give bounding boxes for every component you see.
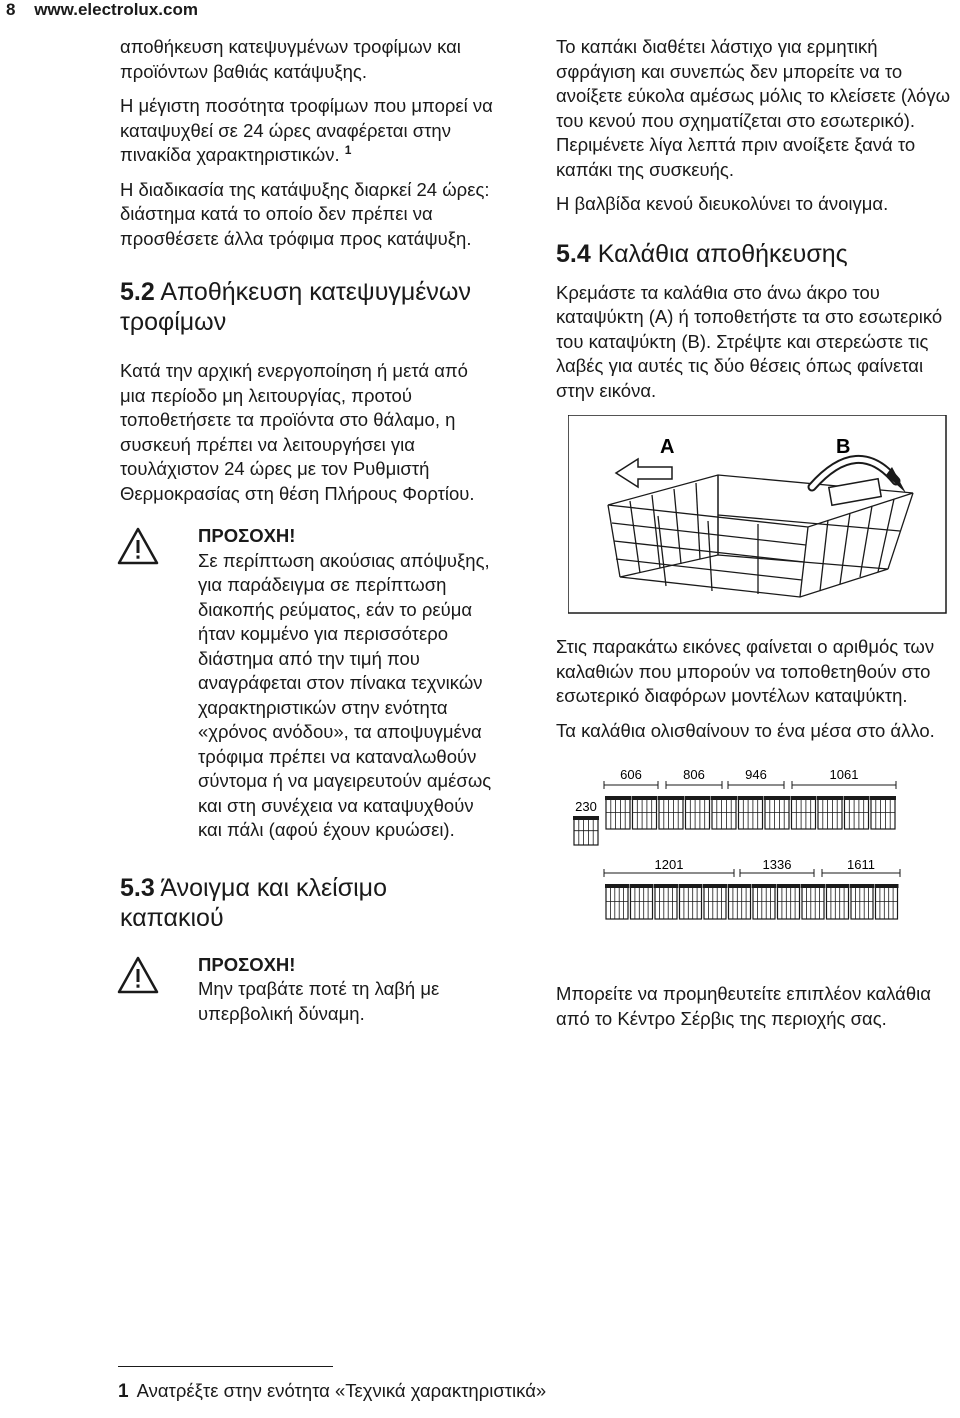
warning-text: Σε περίπτωση ακούσιας απόψυξης, για παράδειγμα σε περίπτωση διακοπής ρεύματος, εάν το ρεύμα ήταν κομμένο για περισσότερο διάστημα από την τιμή που αναγράφεται στον πίνακα τεχνικών χαρακτηριστικών στην ενότητα «χρόνος ανόδου», τα αποψυγμένα τρόφιμα πρέπει να καταναλωθούν σύντομα ή να μαγειρευτούν αμέσως και στη συνέχεια να καταψυχθούν και πάλι (αφού έχουν κρυώσει). bbox=[198, 549, 492, 840]
warning-title: ΠΡΟΣΟΧΗ! bbox=[198, 953, 296, 975]
label-806: 806 bbox=[683, 767, 705, 782]
paragraph: Η διαδικασία της κατάψυξης διαρκεί 24 ώρες: διάστημα κατά το οποίο δεν πρέπει να προσθέσετε άλλα τρόφιμα προς κατάψυξη. bbox=[120, 178, 490, 249]
paragraph-text: Η μέγιστη ποσότητα τροφίμων που μπορεί να καταψυχθεί σε 24 ώρες αναφέρεται στην πινακίδα χαρακτηριστικών. bbox=[120, 95, 493, 165]
warning-text: Μην τραβάτε ποτέ τη λαβή με υπερβολική δύναμη. bbox=[198, 978, 440, 1024]
basket bbox=[630, 884, 654, 919]
basket bbox=[728, 884, 752, 919]
basket bbox=[654, 884, 678, 919]
warning-block bbox=[120, 953, 495, 1027]
paragraph: αποθήκευση κατεψυγμένων τροφίμων και προϊόντων βαθιάς κατάψυξης. bbox=[120, 36, 461, 82]
right-column bbox=[556, 35, 951, 1041]
basket bbox=[685, 796, 711, 829]
section-title: Αποθήκευση κατεψυγμένων τροφίμων bbox=[120, 278, 471, 336]
section-heading-5-2 bbox=[120, 277, 495, 337]
basket bbox=[605, 884, 629, 919]
label-1611: 1611 bbox=[847, 857, 875, 872]
label-230: 230 bbox=[575, 799, 597, 814]
basket bbox=[777, 884, 801, 919]
section-title: Άνοιγμα και κλείσιμο καπακιού bbox=[120, 873, 387, 932]
basket bbox=[738, 796, 764, 829]
basket bbox=[679, 884, 703, 919]
basket bbox=[764, 796, 790, 829]
basket bbox=[605, 796, 631, 829]
basket bbox=[711, 796, 737, 829]
page-header bbox=[6, 0, 198, 20]
basket-230 bbox=[573, 816, 599, 845]
section-title: Καλάθια αποθήκευσης bbox=[597, 239, 848, 268]
figure-frame bbox=[568, 415, 946, 613]
basket bbox=[703, 884, 727, 919]
warning-block bbox=[120, 524, 495, 843]
basket bbox=[801, 884, 825, 919]
basket bbox=[791, 796, 817, 829]
label-1336: 1336 bbox=[762, 857, 792, 872]
label-946: 946 bbox=[745, 767, 767, 782]
basket bbox=[875, 884, 899, 919]
label-a: A bbox=[660, 436, 675, 458]
page-number: 8 bbox=[6, 0, 16, 19]
footnote-text: Ανατρέξτε στην ενότητα «Τεχνικά χαρακτηριστικά» bbox=[136, 1380, 547, 1401]
section-heading-5-3 bbox=[120, 873, 495, 933]
basket-count-figure bbox=[556, 761, 916, 956]
basket bbox=[658, 796, 684, 829]
footnote-ref[interactable]: 1 bbox=[344, 142, 352, 157]
basket bbox=[817, 796, 843, 829]
label-1201: 1201 bbox=[654, 857, 684, 872]
paragraph: Το καπάκι διαθέτει λάστιχο για ερμητική σφράγιση και συνεπώς δεν μπορείτε να το ανοίξετε εύκολα αμέσως μόλις το κλείσετε (λόγω του κενού που σχηματίζεται στο εσωτερικό). Περιμένετε λίγα λεπτά πριν ανοίξετε ξανά το καπάκι της συσκευής. bbox=[556, 36, 951, 180]
site-url[interactable]: www.electrolux.com bbox=[34, 0, 198, 19]
label-b: B bbox=[836, 436, 851, 458]
warning-title: ΠΡΟΣΟΧΗ! bbox=[198, 525, 296, 546]
paragraph: Μπορείτε να προμηθευτείτε επιπλέον καλάθια από το Κέντρο Σέρβις της περιοχής σας. bbox=[556, 983, 931, 1029]
footnote-number: 1 bbox=[118, 1381, 129, 1402]
paragraph: Στις παρακάτω εικόνες φαίνεται ο αριθμός των καλαθιών που μπορούν να τοποθετηθούν στο εσωτερικό διαφόρων μοντέλων καταψύκτη. bbox=[556, 636, 935, 706]
paragraph: Κατά την αρχική ενεργοποίηση ή μετά από μια περίοδο μη λειτουργίας, προτού τοποθετήσετε τα προϊόντα στο θάλαμο, η συσκευή πρέπει να λειτουργήσει για τουλάχιστον 24 ώρες με τον Ρυθμιστή Θερμοκρασίας στη θέση Πλήρους Φορτίου. bbox=[120, 360, 475, 504]
paragraph: Τα καλάθια ολισθαίνουν το ένα μέσα στο άλλο. bbox=[556, 719, 935, 741]
section-number: 5.4 bbox=[556, 239, 591, 268]
paragraph: Κρεμάστε τα καλάθια στο άνω άκρο του καταψύκτη (A) ή τοποθετήστε τα στο εσωτερικό του καταψύκτη (B). Στρέψτε και στερεώστε τις λαβές για αυτές τις δύο θέσεις όπως φαίνεται στην εικόνα. bbox=[556, 281, 943, 401]
basket-position-figure bbox=[568, 415, 948, 615]
warning-icon bbox=[116, 955, 160, 995]
basket bbox=[632, 796, 658, 829]
paragraph: Η βαλβίδα κενού διευκολύνει το άνοιγμα. bbox=[556, 193, 889, 214]
footnote bbox=[118, 1380, 546, 1403]
paragraph bbox=[120, 94, 495, 168]
left-column bbox=[120, 35, 495, 1026]
basket bbox=[850, 884, 874, 919]
label-606: 606 bbox=[620, 767, 642, 782]
basket bbox=[826, 884, 850, 919]
section-number: 5.3 bbox=[120, 873, 155, 902]
footnote-divider bbox=[118, 1366, 333, 1367]
basket bbox=[752, 884, 776, 919]
warning-icon bbox=[116, 526, 160, 566]
basket bbox=[870, 796, 896, 829]
basket bbox=[844, 796, 870, 829]
section-number: 5.2 bbox=[120, 278, 155, 306]
section-heading-5-4 bbox=[556, 239, 951, 269]
label-1061: 1061 bbox=[829, 767, 859, 782]
